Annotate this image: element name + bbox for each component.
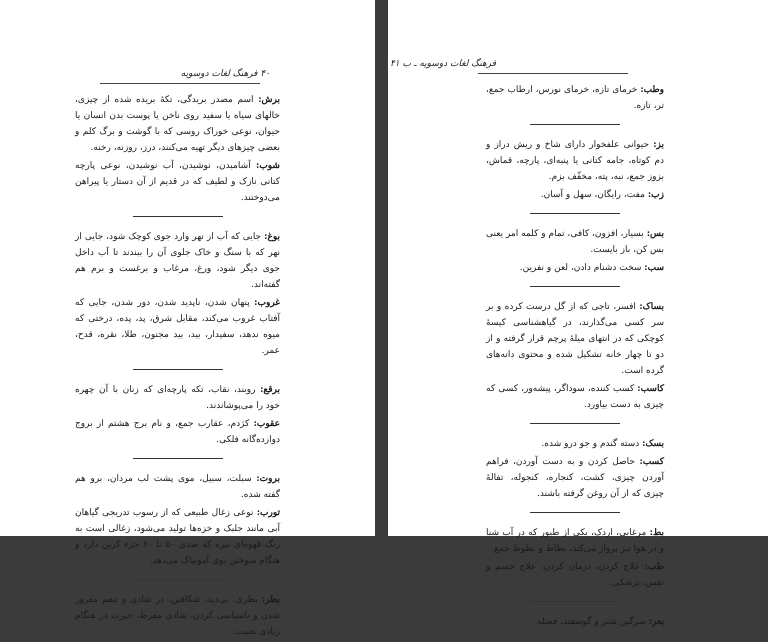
dictionary-entry	[486, 381, 664, 413]
entry-headword: بروت:	[256, 474, 280, 484]
book-gutter	[375, 0, 388, 536]
entry-definition: دسته گندم و جو درو شده.	[541, 439, 640, 449]
section-separator	[530, 286, 620, 287]
entry-definition: افسر، تاجی که از گل درست کرده و بر سر کسی می‌گذارند، در گیاهشناسی کیسهٔ کوچکی که در انتهای میلهٔ پرچم قرار گرفته و از دو تا چهار خانه تشکیل شده و محتوی دانه‌های گرده است.	[486, 302, 664, 376]
section-separator	[133, 369, 223, 370]
dictionary-entry	[75, 416, 280, 448]
dictionary-entry	[486, 137, 664, 185]
section-separator	[530, 601, 620, 602]
entry-headword: بطر:	[261, 595, 280, 605]
entry-definition: کژدم، عقارب جمع، و نام برج هشتم از بروج دوازده‌گانه فلکی.	[75, 419, 280, 445]
header-rule	[100, 83, 260, 84]
dictionary-entry	[75, 382, 280, 414]
dictionary-entry	[486, 614, 664, 630]
page-header: ۴۰ فرهنگ لغات دوسویه	[180, 69, 270, 79]
entry-headword: بوغ:	[264, 232, 280, 242]
section-separator	[530, 213, 620, 214]
entry-headword: سب:	[644, 263, 664, 273]
entry-definition: سبلت، سبیل، موی پشت لب مردان، برو هم گفته شده.	[75, 474, 280, 500]
left-page	[0, 0, 375, 637]
dictionary-entry	[75, 505, 280, 569]
entry-definition: حاصل کردن و به دست آوردن، فراهم آوردن چیزی، کشت، کنجاره، کنجوله، تفالهٔ چیزی که از آن روغن گرفته باشند.	[486, 457, 664, 499]
entry-definition: مرغابی، اردک، یکی از طیور که در آب شنا و در هوا نیز پرواز می‌کند، بطاط و بطوط جمع.	[486, 528, 664, 554]
entry-headword: کسب:	[639, 457, 664, 467]
dictionary-entry	[75, 229, 280, 293]
dictionary-entry	[75, 158, 280, 206]
section-separator	[133, 458, 223, 459]
entry-definition: بسیار، افزون، کافی، تمام و کلمه امر یعنی بس کن، باز بایست.	[486, 229, 664, 255]
entry-headword: بساک:	[639, 302, 664, 312]
section-separator	[133, 216, 223, 217]
dictionary-entry	[75, 92, 280, 156]
header-rule	[478, 73, 628, 74]
entry-definition: نوعی زغال طبیعی که از رسوب تدریجی گیاهان آبی مانند جلبک و خزه‌ها تولید می‌شود، زغالی است به رنگ قهوه‌ای تیره که صدی ۵۰ تا ۶۰ جزء کربن دارد و هنگام سوختن بوی آمونیاک می‌دهد.	[75, 508, 280, 566]
section-separator	[530, 512, 620, 513]
dictionary-entry	[486, 454, 664, 502]
dictionary-entry	[486, 299, 664, 379]
entry-definition: کسب کننده، سوداگر، پیشه‌ور، کسی که چیزی به دست بیاورد.	[486, 384, 664, 410]
entry-headword: بط:	[649, 528, 664, 538]
section-separator	[530, 423, 620, 424]
entry-headword: عقوب:	[253, 419, 280, 429]
entry-headword: بسک:	[642, 439, 664, 449]
dictionary-entry	[486, 525, 664, 557]
section-separator	[133, 579, 223, 580]
page-header: فرهنگ لغات دوسویه ـ ب ۴۱	[389, 59, 496, 69]
entry-headword: کاسب:	[637, 384, 664, 394]
entry-headword: بز:	[653, 140, 664, 150]
dictionary-entry	[486, 226, 664, 258]
dictionary-entry	[486, 559, 664, 591]
entry-definition: بطری، بی‌دید، شکافتن، در شادی و تنعم مغرور شدن و ناسپاسی کردن، شادی مفرط، حیرت در هنگام زیادی نعمت.	[75, 595, 280, 637]
dictionary-entry	[486, 436, 664, 452]
dictionary-entry	[75, 471, 280, 503]
entry-definition: سرگین شتر و گوسفند، فضله.	[534, 617, 646, 627]
dictionary-entry	[486, 260, 664, 276]
entry-definition: اسم مصدر بریدگی، تکهٔ بریده شده از چیزی، خالهای سیاه یا سفید روی ناخن یا پوست بدن انسان یا حیوان، نوعی خوراک روسی که با گوشت و برگ کلم و بعضی چیزهای دیگر تهیه می‌کنند، درز، روزنه، رخنه.	[75, 95, 280, 153]
dictionary-entry	[75, 592, 280, 640]
entry-headword: طب:	[644, 562, 664, 572]
entry-definition: خرمای تازه، خرمای نورس، ارطاب جمع، تر، تازه.	[486, 85, 664, 111]
entry-headword: برقع:	[260, 385, 280, 395]
dictionary-entry	[486, 82, 664, 114]
entry-definition: پنهان شدن، ناپدید شدن، دور شدن، جایی که آفتاب غروب می‌کند، مقابل شرق، پد، پده، درختی که میوه ندهد، سفیدار، بید، بید مجنون، طلا، نقره، قدح، عمر.	[75, 298, 280, 356]
entry-definition: آشامیدن، نوشیدن، آب نوشیدن، نوعی پارچه کتانی نازک و لطیف که در قدیم از آن دستار یا پیراهن می‌دوختند.	[75, 161, 280, 203]
entry-headword: غروب:	[254, 298, 280, 308]
entries-column	[75, 92, 280, 642]
right-page	[388, 0, 768, 627]
entry-headword: بس:	[646, 229, 664, 239]
entries-column	[486, 82, 664, 632]
entry-headword: تورب:	[256, 508, 280, 518]
entry-headword: بعر:	[648, 617, 664, 627]
entry-headword: زب:	[647, 190, 664, 200]
section-separator	[530, 124, 620, 125]
entry-definition: جایی که آب از نهر وارد جوی کوچک شود، جایی از نهر که با سنگ و خاک جلوی آن را ببندند تا آب داخل جوی دیگر شود، ورغ، مرغاب و برغست و برم هم گفته‌اند.	[75, 232, 280, 290]
entry-headword: وطب:	[640, 85, 664, 95]
entry-definition: روبند، نقاب، تکه پارچه‌ای که زنان با آن چهره خود را می‌پوشاندند.	[75, 385, 280, 411]
entry-headword: شوب:	[255, 161, 280, 171]
entry-definition: سخت دشنام دادن، لعن و نفرین.	[519, 263, 642, 273]
entry-definition: مفت، رایگان، سهل و آسان.	[540, 190, 645, 200]
entry-headword: برش:	[258, 95, 280, 105]
entry-definition: علاج کردن، درمان کردن، علاج جسم و نفس، پزشکی.	[486, 562, 664, 588]
dictionary-entry	[486, 187, 664, 203]
dictionary-entry	[75, 295, 280, 359]
entry-definition: حیوانی علفخوار دارای شاخ و ریش دراز و دم کوتاه، جامه کتانی یا پنبه‌ای، پارچه، قماش، بزوز جمع، نبه، پته، مخفّف بزم.	[486, 140, 664, 182]
